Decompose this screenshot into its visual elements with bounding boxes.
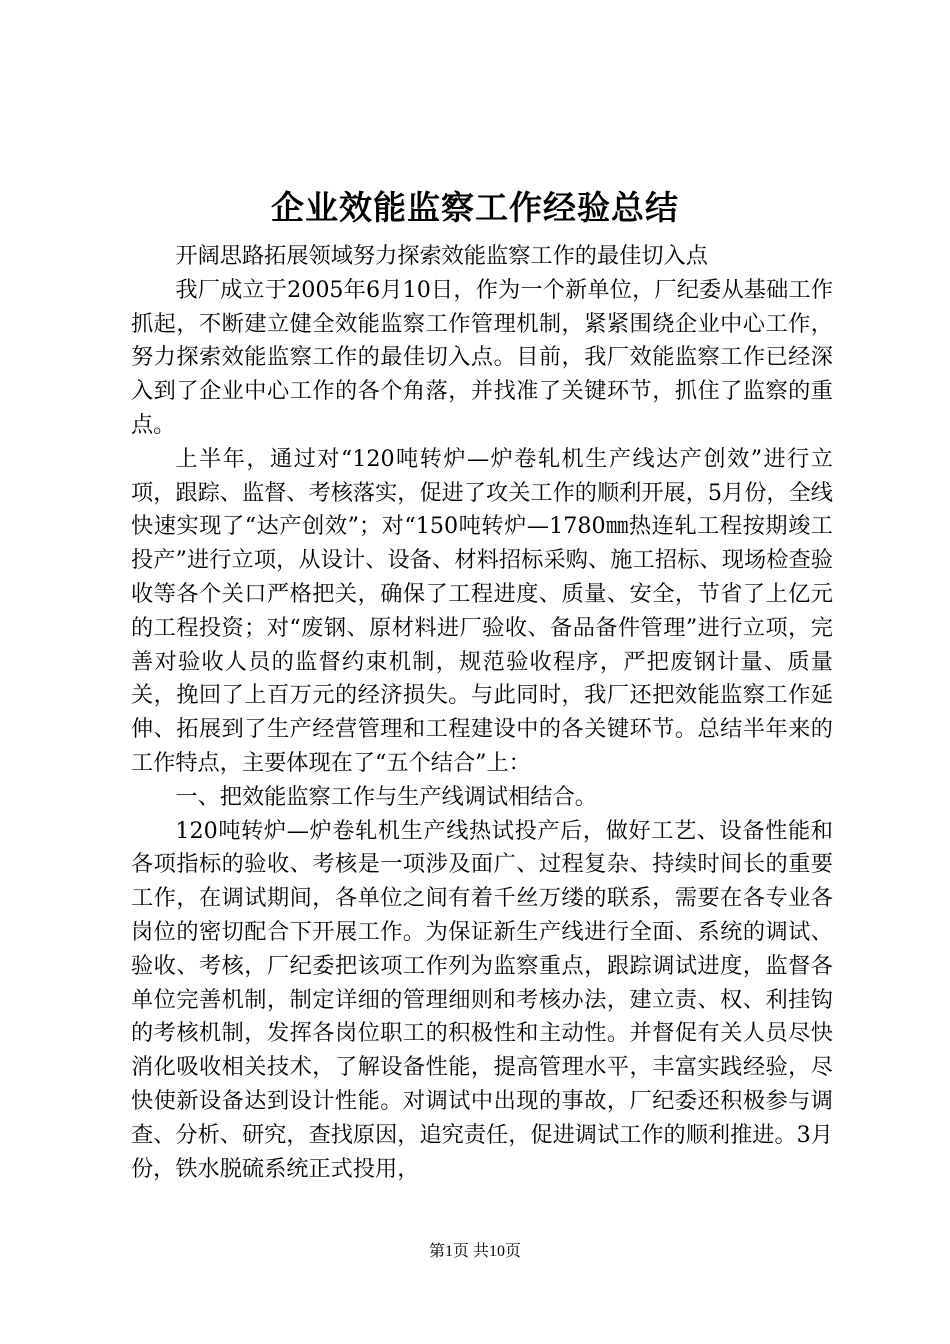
page-number-footer: 第1页 共10页 [428,1243,521,1260]
paragraph-intro: 我厂成立于2005年6月10日，作为一个新单位，厂纪委从基础工作抓起，不断建立健全效能监察工作管理机制，紧紧围绕企业中心工作，努力探索效能监察工作的最佳切入点。目前，我厂效能监察工作已经深入到了企业中心工作的各个角落，并找准了关键环节，抓住了监察的重点。 [131,276,833,438]
document-body [131,240,833,1186]
paragraph-first-half-year: 上半年，通过对“120吨转炉—炉卷轧机生产线达产创效”进行立项，跟踪、监督、考核落实，促进了攻关工作的顺利开展，5月份，全线快速实现了“达产创效”；对“150吨转炉—1780㎜热连轧工程按期竣工投产”进行立项，从设计、设备、材料招标采购、施工招标、现场检查验收等各个关口严格把关，确保了工程进度、质量、安全，节省了上亿元的工程投资；对“废钢、原材料进厂验收、备品备件管理”进行立项，完善对验收人员的监督约束机制，规范验收程序，严把废钢计量、质量关，挽回了上百万元的经济损失。与此同时，我厂还把效能监察工作延伸、拓展到了生产经营管理和工程建设中的各关键环节。总结半年来的工作特点，主要体现在了“五个结合”上： [131,445,833,776]
document-title: 企业效能监察工作经验总结 [271,188,679,227]
document-subtitle: 开阔思路拓展领域努力探索效能监察工作的最佳切入点 [175,243,708,269]
section-heading-one: 一、把效能监察工作与生产线调试相结合。 [175,783,597,810]
paragraph-production-line: 120吨转炉—炉卷轧机生产线热试投产后，做好工艺、设备性能和各项指标的验收、考核是一项涉及面广、过程复杂、持续时间长的重要工作，在调试期间，各单位之间有着千丝万缕的联系，需要在各专业各岗位的密切配合下开展工作。为保证新生产线进行全面、系统的调试、验收、考核，厂纪委把该项工作列为监察重点，跟踪调试进度，监督各单位完善机制，制定详细的管理细则和考核办法，建立责、权、利挂钩的考核机制，发挥各岗位职工的积极性和主动性。并督促有关人员尽快消化吸收相关技术，了解设备性能，提高管理水平，丰富实践经验，尽快使新设备达到设计性能。对调试中出现的事故，厂纪委还积极参与调查、分析、研究，查找原因，追究责任，促进调试工作的顺利推进。3月份，铁水脱硫系统正式投用， [131,817,833,1182]
